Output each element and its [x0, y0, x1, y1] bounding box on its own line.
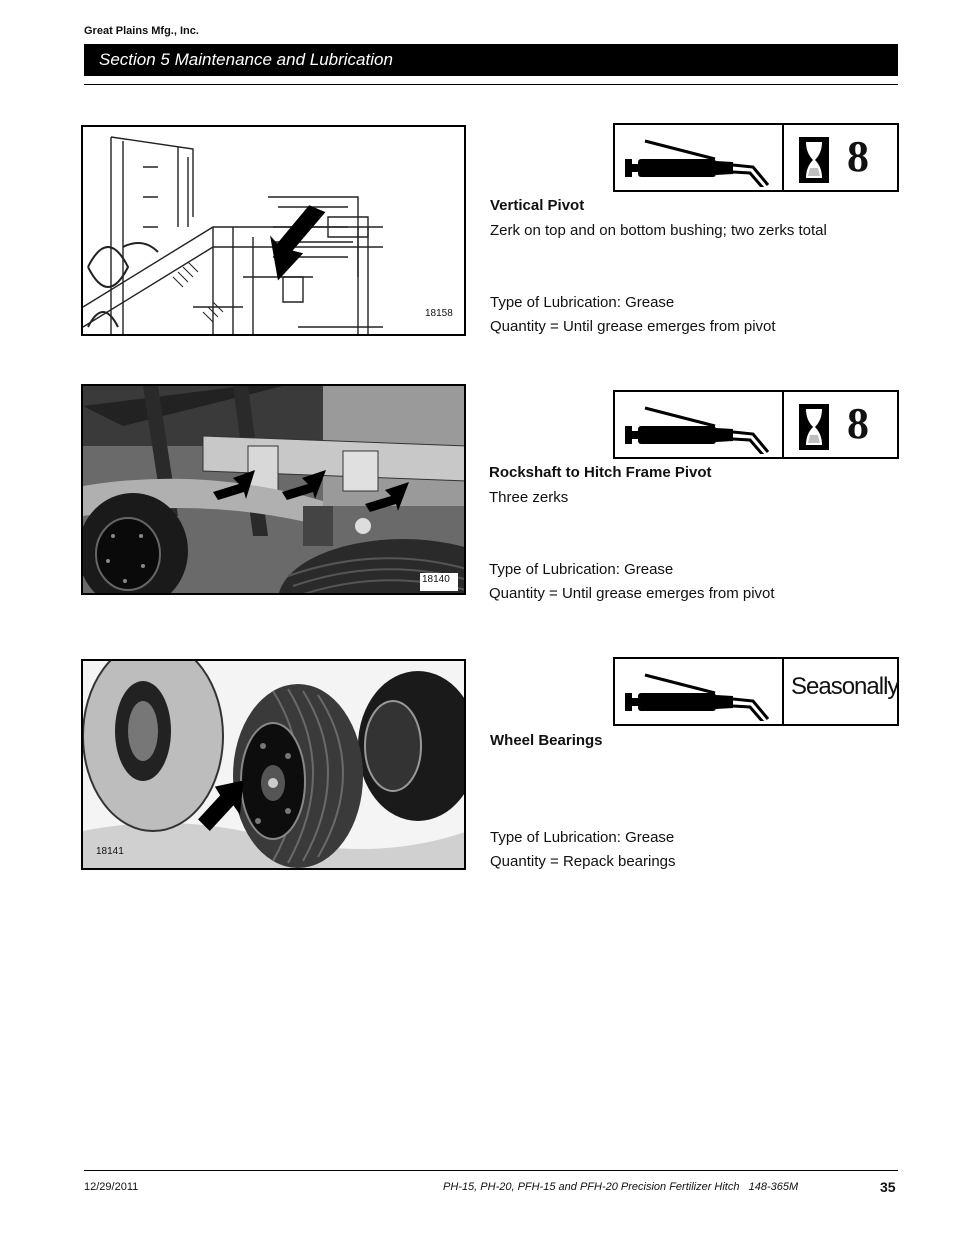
- grease-gun-icon: [623, 665, 773, 721]
- lubrication-symbol-box: [613, 657, 899, 726]
- header-divider: [84, 84, 898, 85]
- page-number: 35: [880, 1179, 896, 1195]
- item-title: Vertical Pivot: [490, 197, 585, 214]
- company-name: Great Plains Mfg., Inc.: [84, 25, 199, 37]
- lubrication-type: Type of Lubrication: Grease: [490, 294, 675, 311]
- lubrication-symbol-box: [613, 390, 899, 459]
- hourglass-icon: [799, 404, 829, 450]
- item-description: Three zerks: [489, 489, 569, 506]
- hitch-frame-drawing: [83, 127, 466, 336]
- section-title: Section 5 Maintenance and Lubrication: [99, 50, 393, 69]
- grease-gun-icon: [623, 131, 773, 187]
- rockshaft-pivot-photo: [81, 384, 466, 595]
- footer-document-title: PH-15, PH-20, PFH-15 and PFH-20 Precision Fertilizer Hitch 148-365M: [443, 1181, 799, 1193]
- lubrication-type: Type of Lubrication: Grease: [490, 829, 675, 846]
- hourglass-icon: [799, 137, 829, 183]
- item-description: Zerk on top and on bottom bushing; two zerks total: [490, 222, 827, 239]
- box-divider: [782, 125, 784, 190]
- vertical-pivot-photo: [81, 125, 466, 336]
- footer-date: 12/29/2011: [84, 1181, 139, 1193]
- interval-hours: 8: [847, 132, 869, 181]
- lubrication-type: Type of Lubrication: Grease: [489, 561, 674, 578]
- interval-label: Seasonally: [791, 673, 899, 700]
- footer-divider: [84, 1170, 898, 1171]
- figure-number: 18141: [96, 846, 124, 857]
- lubrication-quantity: Quantity = Until grease emerges from pivot: [489, 585, 775, 602]
- box-divider: [782, 392, 784, 457]
- rockshaft-photo-drawing: [83, 386, 466, 595]
- figure-number: 18158: [425, 308, 453, 319]
- section-header-bar: [84, 44, 898, 76]
- arrow-icon: [257, 201, 341, 281]
- item-title: Rockshaft to Hitch Frame Pivot: [489, 464, 712, 481]
- lubrication-symbol-box: [613, 123, 899, 192]
- box-divider: [782, 659, 784, 724]
- wheel-bearings-photo: [81, 659, 466, 870]
- lubrication-quantity: Quantity = Repack bearings: [490, 853, 676, 870]
- item-title: Wheel Bearings: [490, 732, 603, 749]
- wheels-photo-drawing: [83, 661, 466, 870]
- figure-number: 18140: [422, 574, 450, 585]
- grease-gun-icon: [623, 398, 773, 454]
- lubrication-quantity: Quantity = Until grease emerges from pivot: [490, 318, 776, 335]
- interval-hours: 8: [847, 399, 869, 448]
